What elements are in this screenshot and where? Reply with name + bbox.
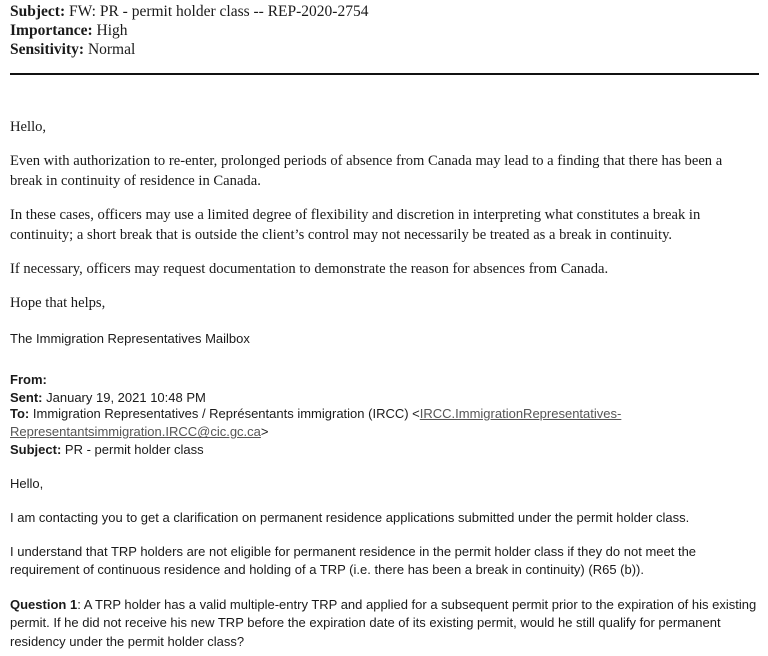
question-1-text: : A TRP holder has a valid multiple-entry TRP and applied for a subsequent permit prior to the expiration of his existing permit. If he did not receive his new TRP before the expiration date of its existing permit, would he still qualify for permanent residency under the permit holder class?: [10, 597, 757, 649]
forward-subject-value: FW: PR - permit holder class -- REP-2020-2754: [68, 3, 369, 20]
forward-subject-line: [10, 2, 368, 21]
forward-subject-label: Subject:: [10, 3, 66, 20]
original-subject-value: PR - permit holder class: [64, 442, 204, 457]
original-from-line: [10, 371, 758, 389]
reply-greeting: Hello,: [10, 119, 47, 135]
reply-paragraph-2: In these cases, officers may use a limited degree of flexibility and discretion in interpreting what constitutes a break in continuity; a short break that is outside the client’s control may not necessarily be treated as a break in continuity.: [10, 207, 701, 243]
header-divider: [10, 73, 759, 75]
original-paragraph-1: I am contacting you to get a clarification on permanent residence applications submitted under the permit holder class.: [10, 510, 690, 525]
original-subject-label: Subject:: [10, 442, 62, 457]
original-to-label: To:: [10, 406, 30, 421]
reply-paragraph-1: Even with authorization to re-enter, prolonged periods of absence from Canada may lead to a finding that there has been a break in continuity of residence in Canada.: [10, 153, 723, 189]
question-1-label: Question 1: [10, 597, 78, 612]
original-to-value: Immigration Representatives / Représentants immigration (IRCC) <: [32, 406, 420, 421]
sensitivity-value: Normal: [87, 41, 136, 58]
reply-signature: The Immigration Representatives Mailbox: [10, 331, 250, 346]
original-greeting: Hello,: [10, 476, 44, 491]
original-from-label: From:: [10, 372, 47, 387]
original-question-1: [10, 596, 758, 651]
original-subject-line: [10, 441, 758, 459]
sensitivity-line: [10, 40, 135, 59]
importance-label: Importance:: [10, 22, 93, 39]
original-sent-label: Sent:: [10, 390, 43, 405]
original-to-email-link[interactable]: IRCC.ImmigrationRepresentatives-Representantsimmigration.IRCC@cic.gc.ca: [10, 406, 622, 440]
original-sent-value: January 19, 2021 10:48 PM: [46, 390, 206, 405]
sensitivity-label: Sensitivity:: [10, 41, 85, 58]
original-paragraph-2: I understand that TRP holders are not eligible for permanent residence in the permit holder class if they do not meet the requirement of continuous residence and holding of a TRP (i.e. there has been a break in continuity) (R65 (b)).: [10, 544, 697, 578]
reply-paragraph-3: If necessary, officers may request documentation to demonstrate the reason for absences from Canada.: [10, 261, 609, 277]
importance-line: [10, 21, 128, 40]
original-to-close: >: [260, 424, 269, 440]
reply-closing: Hope that helps,: [10, 295, 106, 311]
original-to-line: [10, 405, 758, 442]
importance-value: High: [96, 22, 128, 39]
